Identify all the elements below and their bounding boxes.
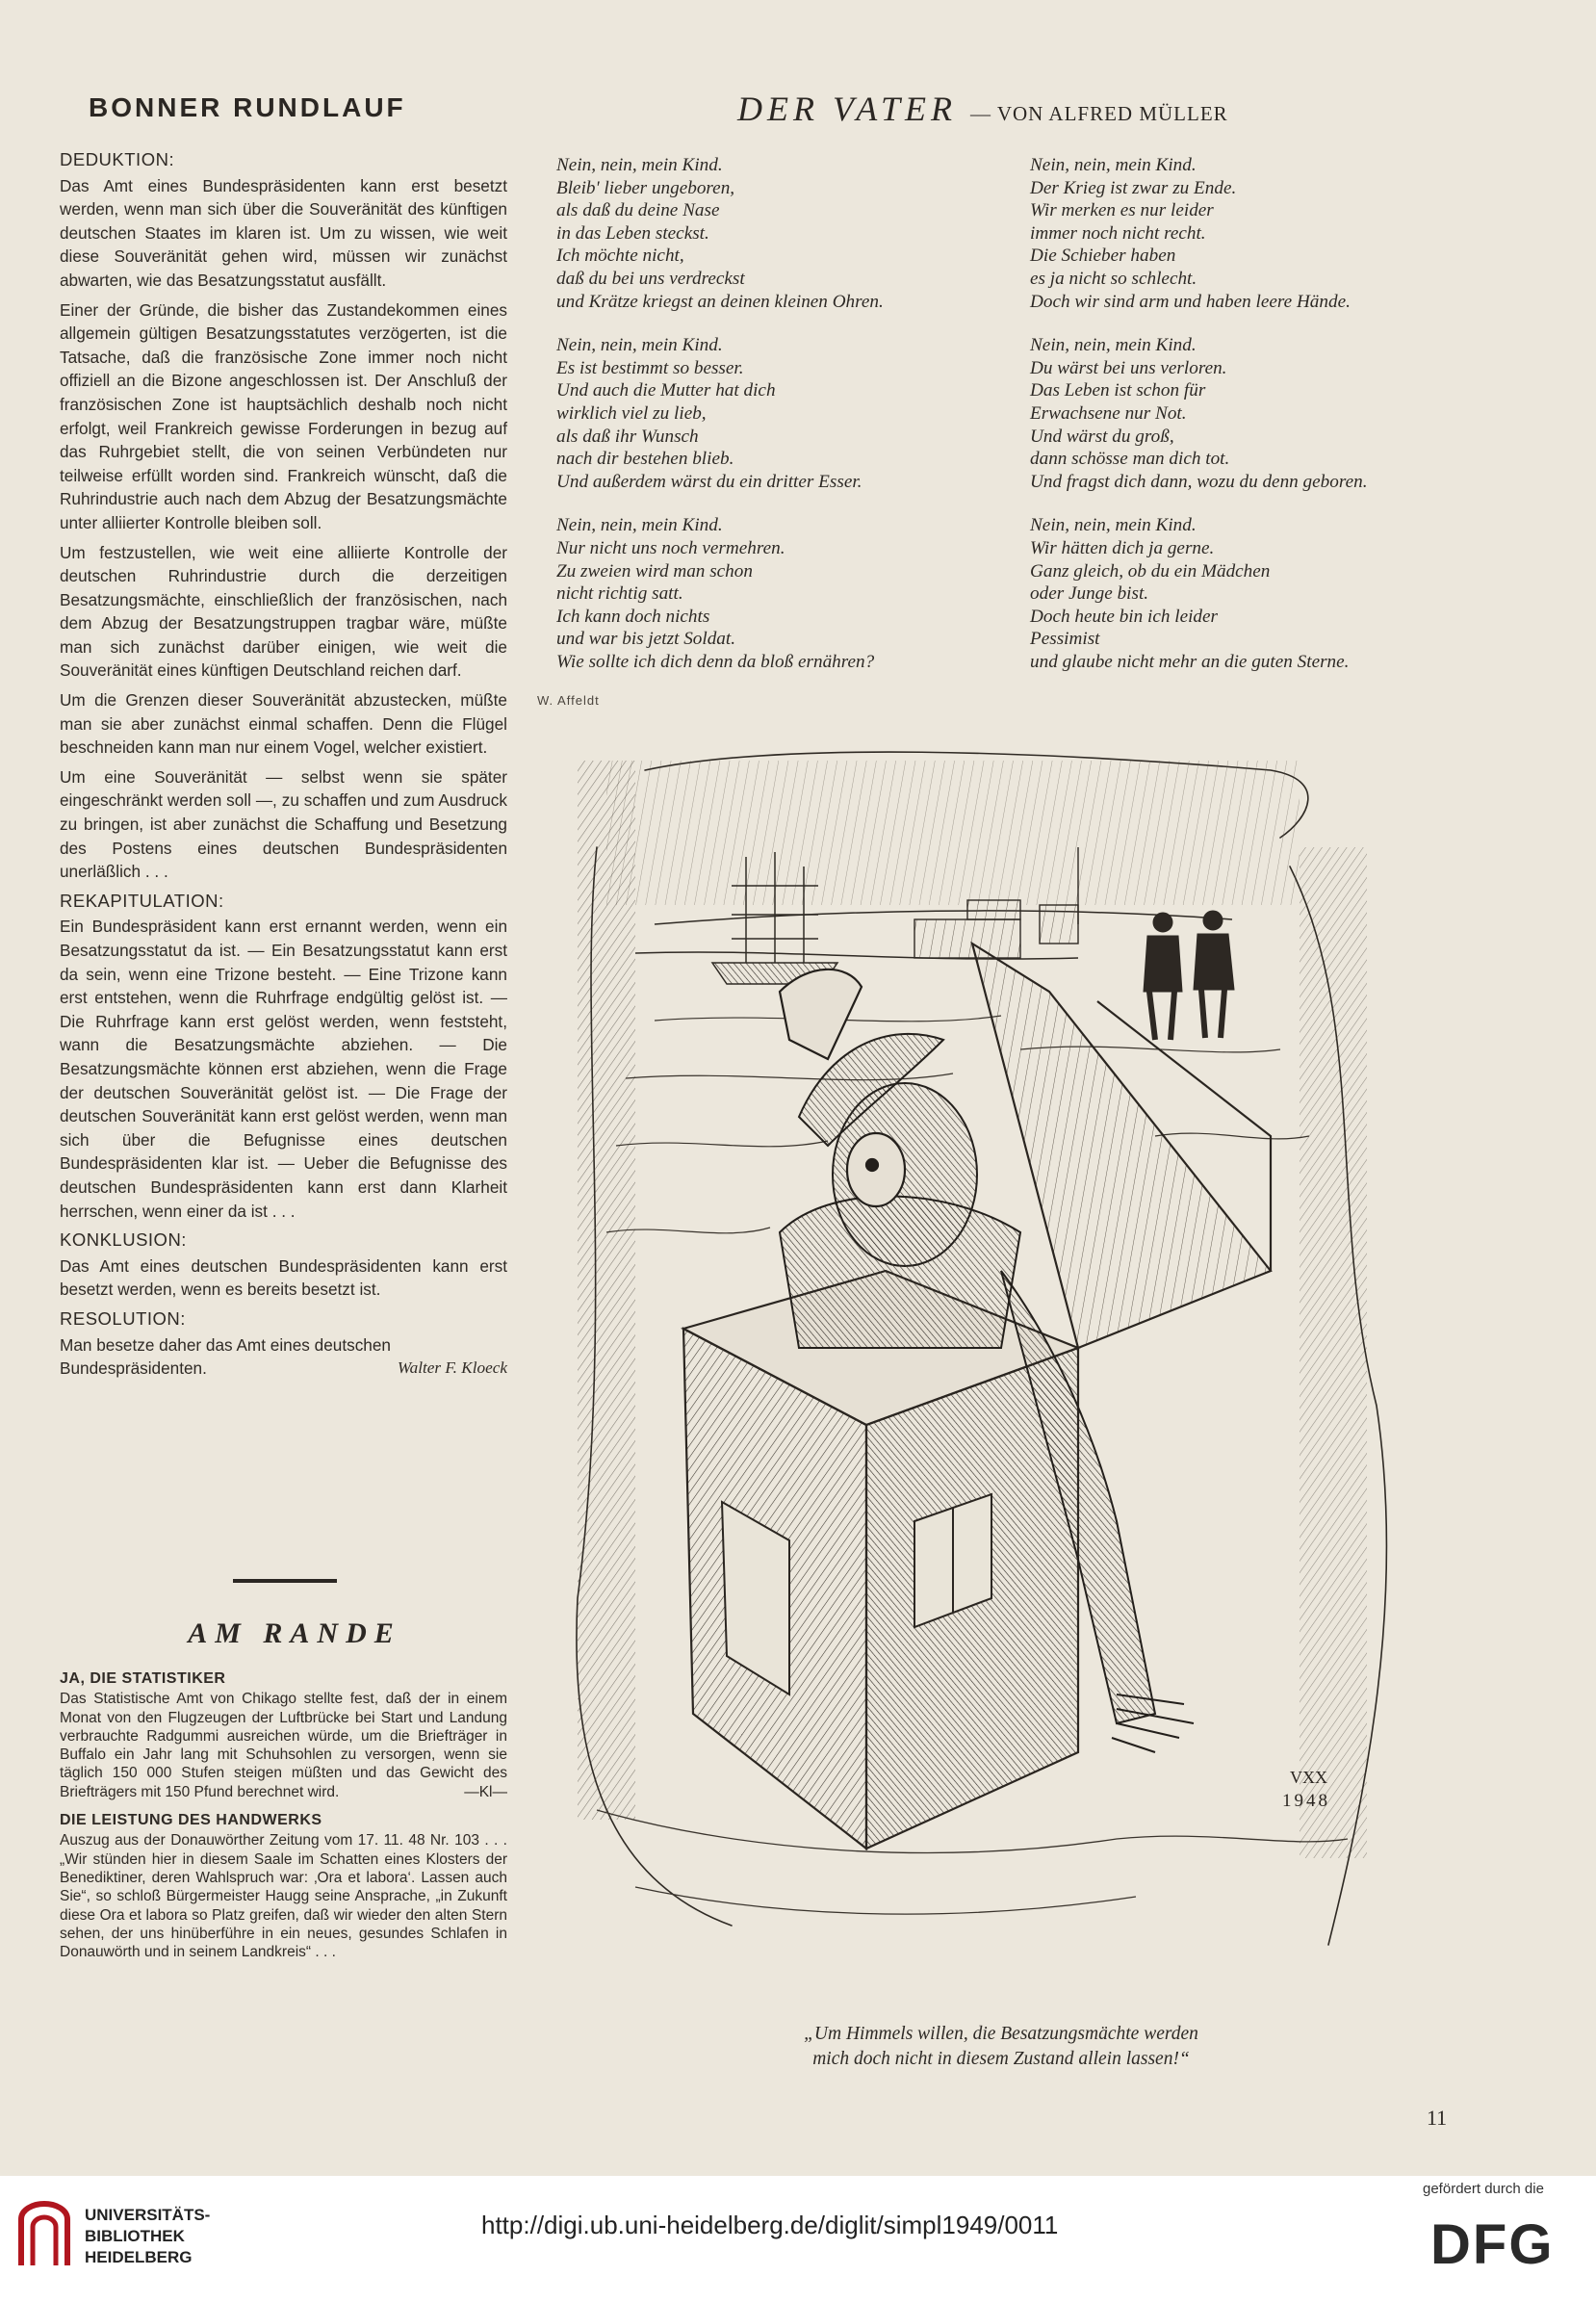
poem-line: Doch wir sind arm und haben leere Hände.: [1030, 291, 1351, 312]
poem-line: als daß ihr Wunsch: [556, 426, 699, 447]
stanza: [1030, 514, 1482, 673]
poem-line: Nein, nein, mein Kind.: [1030, 155, 1197, 175]
illustrator-credit: W. Affeldt: [537, 693, 600, 708]
poem-line: Wie sollte ich dich denn da bloß ernähren?: [556, 651, 875, 672]
stanza: [556, 154, 1009, 313]
section-heading: KONKLUSION:: [60, 1229, 187, 1251]
poem-line: Ganz gleich, ob du ein Mädchen: [1030, 560, 1271, 582]
stanza: [556, 334, 1009, 493]
am-rande-items: [60, 1664, 507, 1961]
poem-line: Nein, nein, mein Kind.: [556, 335, 723, 356]
divider: [233, 1579, 337, 1583]
paragraph: Einer der Gründe, die bisher das Zustandekommen eines allgemein gültigen Besatzungsstatutes verzögerten, ist die Tatsache, daß die französische Zone immer noch nicht offiziell an die Bizone angeschlossen ist. Der Anschluß der französischen Zone ist hauptsächlich deshalb noch nicht erfolgt, weil Frankreich gewisse Forderungen in bezug auf das Ruhrgebiet stellt, die von seinen Verbündeten nur teilweise erfüllt worden sind. Frankreich wünscht, daß die Ruhrindustrie auch nach dem Abzug der Besatzungsmächte unter alliierter Kontrolle bleiben soll.: [60, 299, 507, 532]
section-title-am-rande: AM RANDE: [188, 1617, 401, 1649]
poem-line: Wir hätten dich ja gerne.: [1030, 537, 1215, 558]
artist-monogram: VXX: [1290, 1768, 1327, 1787]
poem-column-left: [556, 154, 1009, 694]
column-title: BONNER RUNDLAUF: [89, 92, 406, 122]
section-heading: DEDUKTION:: [60, 149, 175, 169]
poem-line: Der Krieg ist zwar zu Ende.: [1030, 177, 1237, 198]
poem-line: als daß du deine Nase: [556, 200, 720, 221]
library-line: HEIDELBERG: [85, 2248, 193, 2266]
poem-line: Doch heute bin ich leider: [1030, 606, 1219, 627]
library-line: BIBLIOTHEK: [85, 2227, 185, 2245]
illustration-year: 1948: [1282, 1791, 1330, 1811]
stanza: [556, 514, 1009, 673]
item-text: Auszug aus der Donauwörther Zeitung vom 17. 11. 48 Nr. 103 . . . „Wir stünden hier in diesem Saale im Schatten eines Klosters der Benediktiner, deren Wahlspruch war: ‚Ora et labora‘. Lassen auch Sie“, so schloß Bürgermeister Haugg seine Ansprache, „in Zukunft diese Ora et labora so Platz greifen, daß wir wieder den alten Stern sehen, der uns hinüberführe in ein neues, gesundes Schlafen in Donauwörth und in seinem Landkreis“ . . .: [60, 1832, 507, 1961]
poem-line: Nein, nein, mein Kind.: [556, 155, 723, 175]
poem-line: Und fragst dich dann, wozu du denn geboren.: [1030, 471, 1368, 492]
article-bonner-rundlauf: [60, 142, 507, 1386]
poem-title: [737, 89, 1228, 129]
poem-line: es ja nicht so schlecht.: [1030, 268, 1197, 289]
university-library-logo-icon: [13, 2198, 75, 2275]
poem-line: Nein, nein, mein Kind.: [556, 515, 723, 536]
caption-line: mich doch nicht in diesem Zustand allein lassen!“: [812, 2049, 1190, 2069]
poem-column-right: [1030, 154, 1482, 694]
poem-line: in das Leben steckst.: [556, 222, 709, 244]
poem-line: nach dir bestehen blieb.: [556, 449, 734, 470]
page-number: 11: [1427, 2106, 1448, 2130]
poem-line: Erwachsene nur Not.: [1030, 402, 1187, 424]
poem-byline: — VON ALFRED MÜLLER: [969, 102, 1228, 125]
poem-line: Wir merken es nur leider: [1030, 200, 1214, 221]
illustration-caption: [732, 2022, 1271, 2072]
paragraph: Das Amt eines Bundespräsidenten kann erst besetzt werden, wenn man sich über die Souveränität des künftigen deutschen Staates im klaren ist. Um zu wissen, wie weit diese Souveränität gehen wird, müssen wir zunächst abwarten, wie das Besatzungsstatut ausfällt.: [60, 175, 507, 290]
library-line: UNIVERSITÄTS-: [85, 2206, 211, 2224]
poem-line: Du wärst bei uns verloren.: [1030, 357, 1227, 378]
poem-line: Ich möchte nicht,: [556, 246, 684, 267]
poem-line: und Krätze kriegst an deinen kleinen Ohren.: [556, 291, 884, 312]
poem-line: Nein, nein, mein Kind.: [1030, 335, 1197, 356]
poem-line: Nur nicht uns noch vermehren.: [556, 537, 785, 558]
source-url-link[interactable]: http://digi.ub.uni-heidelberg.de/diglit/simpl1949/0011: [481, 2211, 1059, 2239]
poem-line: wirklich viel zu lieb,: [556, 402, 707, 424]
poem-line: Und außerdem wärst du ein dritter Esser.: [556, 471, 862, 492]
poem-line: daß du bei uns verdreckst: [556, 268, 745, 289]
paragraph: Um festzustellen, wie weit eine alliierte Kontrolle der deutschen Ruhrindustrie durch die derzeitigen Besatzungsmächte, einschließlich der französischen, nach dem Abzug der Besatzungstruppen tragbar wäre, müßte man sich zunächst darüber einigen, wie weit die Souveränität eines künftigen Deutschland reichen darf.: [60, 542, 507, 681]
cartoon-illustration: [539, 732, 1463, 2003]
poem-line: Bleib' lieber ungeboren,: [556, 177, 735, 198]
paragraph: Um die Grenzen dieser Souveränität abzustecken, müßte man sie aber zunächst einmal schaffen. Denn die Flügel beschneiden kann man nur einem Vogel, welcher existiert.: [60, 690, 507, 758]
poem-line: Zu zweien wird man schon: [556, 560, 753, 582]
section-heading: RESOLUTION:: [60, 1307, 186, 1329]
poem-line: Ich kann doch nichts: [556, 606, 710, 627]
poem-line: und war bis jetzt Soldat.: [556, 629, 736, 650]
paragraph: Ein Bundespräsident kann erst ernannt werden, wenn ein Besatzungsstatut da ist. — Ein Besatzungsstatut kann erst da sein, wenn eine Trizone besteht. — Eine Trizone kann erst entstehen, wenn die Ruhrfrage endgültig gelöst ist. — Die Ruhrfrage kann erst gelöst werden, wenn feststeht, wann die Besatzungsmächte abziehen. — Die Besatzungsmächte können erst abziehen, wenn die Frage der deutschen Souveränität gelöst ist. — Die Frage der deutschen Souveränität kann erst gelöst werden, wenn man sich über die Befugnisse eines deutschen Bundespräsidenten klar ist. — Ueber die Befugnisse des deutschen Bundespräsidenten kann erst dann Klarheit herrschen, wenn einer da ist . . .: [60, 917, 507, 1221]
paragraph: [60, 1333, 507, 1381]
caption-line: „Um Himmels willen, die Besatzungsmächte werden: [804, 2024, 1198, 2044]
poem-line: Das Leben ist schon für: [1030, 380, 1206, 401]
poem-title-text: DER VATER: [737, 90, 957, 128]
item-heading: DIE LEISTUNG DES HANDWERKS: [60, 1812, 322, 1829]
poem-line: und glaube nicht mehr an die guten Sterne.: [1030, 651, 1350, 672]
poem-line: Und wärst du groß,: [1030, 426, 1174, 447]
poem-line: Und auch die Mutter hat dich: [556, 380, 776, 401]
author-signature: Walter F. Kloeck: [397, 1358, 507, 1378]
stanza: [1030, 154, 1482, 313]
poem-line: Pessimist: [1030, 629, 1100, 650]
item-body: Das Statistische Amt von Chikago stellte fest, daß der in einem Monat von den Flugzeugen der Luftbrücke bei Start und Landung verbrauchte Radgummi ausreichen würde, um die Briefträger in Buffalo ein Jahr lang mit Schuhsohlen zu versorgen, wenn sie täglich 150 000 Stufen steigen müßten und das Gewicht des Briefträgers mit 150 Pfund berechnet wird.: [60, 1691, 507, 1800]
paragraph: Das Amt eines deutschen Bundespräsidenten kann erst besetzt werden, wenn es bereits besetzt ist.: [60, 1255, 507, 1300]
sponsor-label: gefördert durch die: [1423, 2181, 1544, 2197]
poem-line: Nein, nein, mein Kind.: [1030, 515, 1197, 536]
stanza: [1030, 334, 1482, 493]
dfg-logo: DFG: [1430, 2213, 1555, 2276]
poem-line: Es ist bestimmt so besser.: [556, 357, 744, 378]
item-text: [60, 1690, 507, 1801]
paragraph: Um eine Souveränität — selbst wenn sie später eingeschränkt werden soll —, zu schaffen und zum Ausdruck zu bringen, ist aber zunächst die Schaffung und Besetzung des Postens eines deutschen Bundespräsidenten unerläßlich . . .: [60, 766, 507, 882]
resolution-text: Man besetze daher das Amt eines deutschen Bundespräsidenten.: [60, 1334, 391, 1379]
poem-line: oder Junge bist.: [1030, 583, 1149, 605]
item-signature: —Kl—: [464, 1783, 507, 1800]
poem-line: dann schösse man dich tot.: [1030, 449, 1230, 470]
item-heading: JA, DIE STATISTIKER: [60, 1670, 226, 1687]
poem-line: nicht richtig satt.: [556, 583, 683, 605]
section-heading: REKAPITULATION:: [60, 890, 224, 911]
library-name: [85, 2205, 210, 2268]
poem-line: Die Schieber haben: [1030, 246, 1176, 267]
poem-line: immer noch nicht recht.: [1030, 222, 1206, 244]
